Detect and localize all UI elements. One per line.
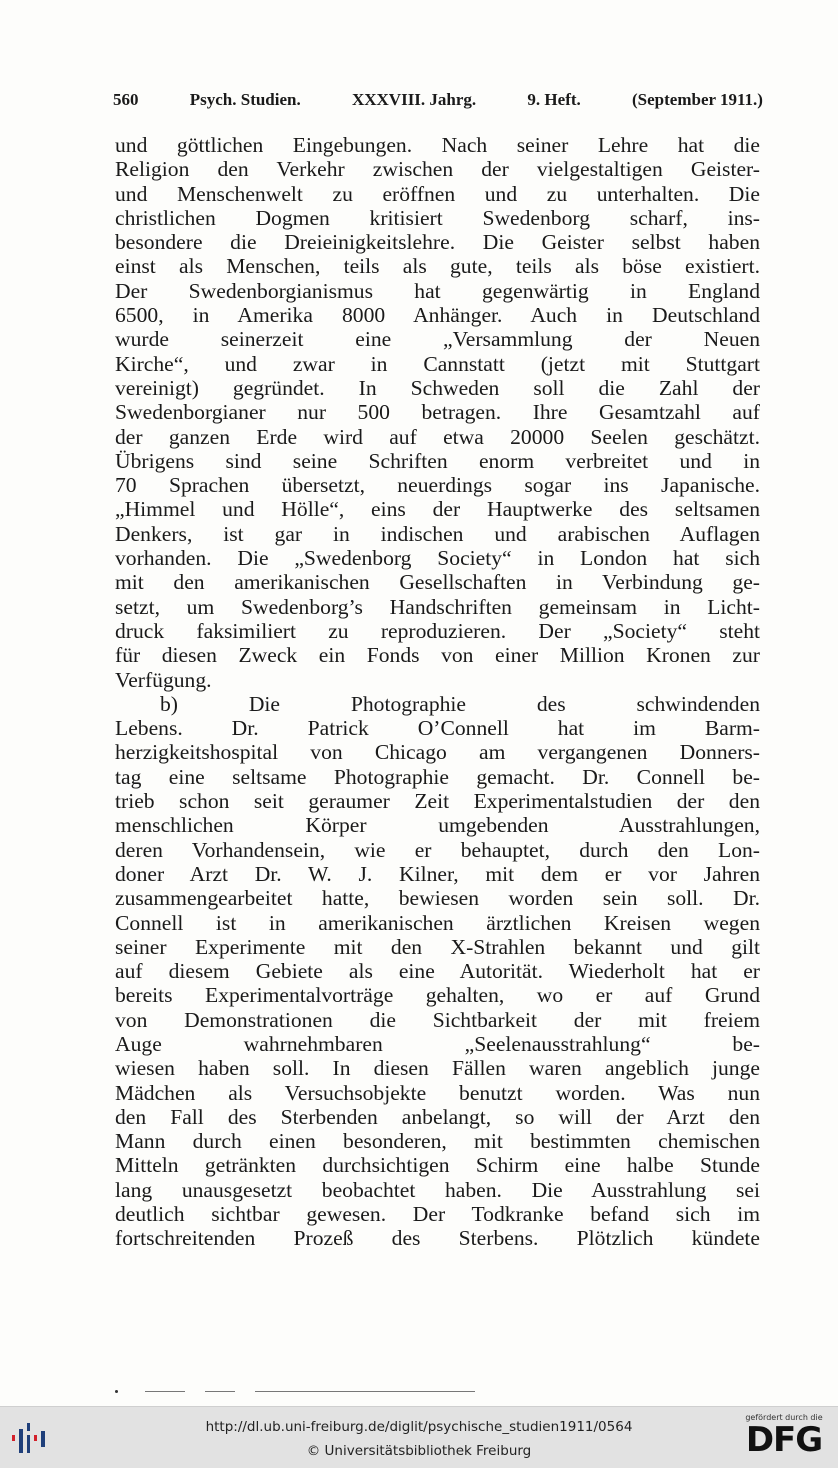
text-line: setzt, um Swedenborg’s Handschriften gemeinsam in Licht- <box>115 594 760 619</box>
text-line: Swedenborgianer nur 500 betragen. Ihre Gesamtzahl auf <box>115 400 760 425</box>
text-line: Verfügung. <box>115 667 212 692</box>
journal-title: Psych. Studien. <box>189 90 301 109</box>
text-line: Lebens. Dr. Patrick O’Connell hat im Barm- <box>115 716 760 741</box>
text-line: fortschreitenden Prozeß des Sterbens. Plötzlich kündete <box>115 1226 760 1251</box>
running-header <box>113 90 763 110</box>
text-line: Mitteln getränkten durchsichtigen Schirm eine halbe Stunde <box>115 1153 760 1178</box>
text-line: Mann durch einen besonderen, mit bestimmten chemischen <box>115 1129 760 1154</box>
text-line: druck faksimiliert zu reproduzieren. Der „Society“ steht <box>115 618 760 643</box>
text-line: lang unausgesetzt beobachtet haben. Die Ausstrahlung sei <box>115 1177 760 1202</box>
text-line: Der Swedenborgianismus hat gegenwärtig in England <box>115 278 760 303</box>
document-url-link[interactable]: http://dl.ub.uni-freiburg.de/diglit/psychische_studien1911/0564 <box>205 1419 633 1435</box>
text-line: herzigkeitshospital von Chicago am vergangenen Donners- <box>115 740 760 765</box>
text-line: christlichen Dogmen kritisiert Swedenborg scharf, ins- <box>115 205 760 230</box>
text-line: deutlich sichtbar gewesen. Der Todkranke befand sich im <box>115 1202 760 1227</box>
text-line: und göttlichen Eingebungen. Nach seiner Lehre hat die <box>115 133 760 157</box>
text-line: 70 Sprachen übersetzt, neuerdings sogar ins Japanische. <box>115 473 760 498</box>
copyright-notice: © Universitätsbibliothek Freiburg <box>306 1443 532 1459</box>
text-line: deren Vorhandensein, wie er behauptet, durch den Lon- <box>115 837 760 862</box>
text-line: Auge wahrnehmbaren „Seelenausstrahlung“ be- <box>115 1031 760 1056</box>
text-line: Connell ist in amerikanischen ärztlichen Kreisen wegen <box>115 910 760 935</box>
text-line: wiesen haben soll. In diesen Fällen waren angeblich junge <box>115 1056 760 1081</box>
text-line: für diesen Zweck ein Fonds von einer Million Kronen zur <box>115 643 760 668</box>
footnote-rule <box>115 1390 475 1393</box>
text-line: seiner Experimente mit den X-Strahlen bekannt und gilt <box>115 934 760 959</box>
text-line: „Himmel und Hölle“, eins der Hauptwerke des seltsamen <box>115 497 760 522</box>
text-line: und Menschenwelt zu eröffnen und zu unterhalten. Die <box>115 181 760 206</box>
text-line: vereinigt) gegründet. In Schweden soll die Zahl der <box>115 375 760 400</box>
text-line: b) Die Photographie des schwindenden <box>160 691 760 716</box>
text-line: Kirche“, und zwar in Cannstatt (jetzt mit Stuttgart <box>115 351 760 376</box>
text-line: Mädchen als Versuchsobjekte benutzt worden. Was nun <box>115 1080 760 1105</box>
text-line: einst als Menschen, teils als gute, teils als böse existiert. <box>115 254 760 279</box>
volume-label: XXXVIII. Jahrg. <box>351 90 477 109</box>
viewer-footer <box>0 1406 838 1468</box>
text-line: den Fall des Sterbenden anbelangt, so will der Arzt den <box>115 1104 760 1129</box>
body-text <box>115 133 760 1251</box>
text-line: auf diesem Gebiete als eine Autorität. Wiederholt hat er <box>115 959 760 984</box>
text-line: doner Arzt Dr. W. J. Kilner, mit dem er vor Jahren <box>115 861 760 886</box>
text-line: wurde seinerzeit eine „Versammlung der Neuen <box>115 327 760 352</box>
issue-date: (September 1911.) <box>632 90 763 109</box>
text-line: tag eine seltsame Photographie gemacht. Dr. Connell be- <box>115 764 760 789</box>
text-line: Denkers, ist gar in indischen und arabischen Auflagen <box>115 521 760 546</box>
text-line: bereits Experimentalvorträge gehalten, wo er auf Grund <box>115 983 760 1008</box>
text-line: vorhanden. Die „Swedenborg Society“ in London hat sich <box>115 546 760 571</box>
dfg-logo <box>738 1413 830 1465</box>
text-line: von Demonstrationen die Sichtbarkeit der mit freiem <box>115 1007 760 1032</box>
issue-label: 9. Heft. <box>527 90 581 109</box>
dfg-wordmark: DFG <box>745 1420 823 1460</box>
page-number: 560 <box>113 90 139 109</box>
text-line: mit den amerikanischen Gesellschaften in Verbindung ge- <box>115 570 760 595</box>
text-line: menschlichen Körper umgebenden Ausstrahlungen, <box>115 813 760 838</box>
text-line: Religion den Verkehr zwischen der vielgestaltigen Geister- <box>115 157 760 182</box>
text-line: 6500, in Amerika 8000 Anhänger. Auch in Deutschland <box>115 303 760 328</box>
text-line: trieb schon seit geraumer Zeit Experimentalstudien der den <box>115 789 760 814</box>
text-line: Übrigens sind seine Schriften enorm verbreitet und in <box>115 448 760 473</box>
dfg-caption: gefördert durch die <box>745 1413 823 1422</box>
text-line: der ganzen Erde wird auf etwa 20000 Seelen geschätzt. <box>115 424 760 449</box>
text-line: zusammengearbeitet hatte, bewiesen worden sein soll. Dr. <box>115 886 760 911</box>
text-line: besondere die Dreieinigkeitslehre. Die Geister selbst haben <box>115 230 760 255</box>
